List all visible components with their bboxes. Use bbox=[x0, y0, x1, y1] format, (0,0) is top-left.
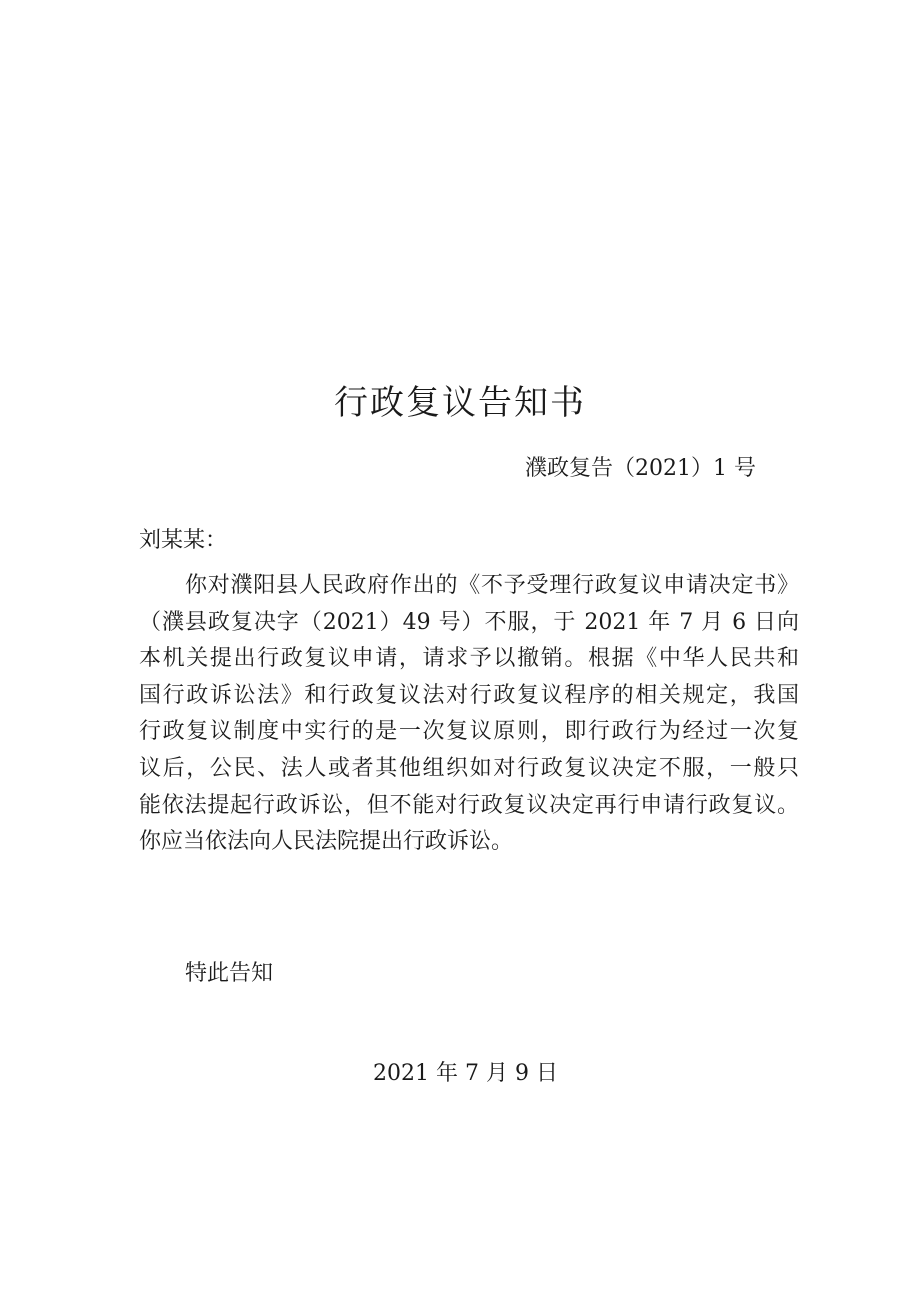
body-line: 你对濮阳县人民政府作出的《不予受理行政复议申请决定书》 bbox=[185, 573, 799, 598]
body-line: 本机关提出行政复议申请，请求予以撤销。根据《中华人民共和 bbox=[139, 646, 799, 672]
addressee: 刘某某： bbox=[139, 528, 228, 553]
body-line: 议后，公民、法人或者其他组织如对行政复议决定不服，一般只 bbox=[139, 755, 799, 781]
document-date: 2021 年 7 月 9 日 bbox=[373, 1061, 558, 1086]
closing-phrase: 特此告知 bbox=[185, 961, 274, 986]
body-paragraph bbox=[139, 568, 799, 861]
body-line: 行政复议制度中实行的是一次复议原则，即行政行为经过一次复 bbox=[139, 719, 799, 745]
body-line: 能依法提起行政诉讼，但不能对行政复议决定再行申请行政复议。 bbox=[139, 792, 799, 818]
body-line: 你应当依法向人民法院提出行政诉讼。 bbox=[139, 829, 514, 855]
body-line: （濮县政复决字（2021）49 号）不服，于 2021 年 7 月 6 日向 bbox=[139, 609, 799, 635]
body-line: 国行政诉讼法》和行政复议法对行政复议程序的相关规定，我国 bbox=[139, 682, 799, 708]
document-title: 行政复议告知书 bbox=[334, 383, 586, 423]
document-number: 濮政复告（2021）1 号 bbox=[525, 456, 756, 481]
